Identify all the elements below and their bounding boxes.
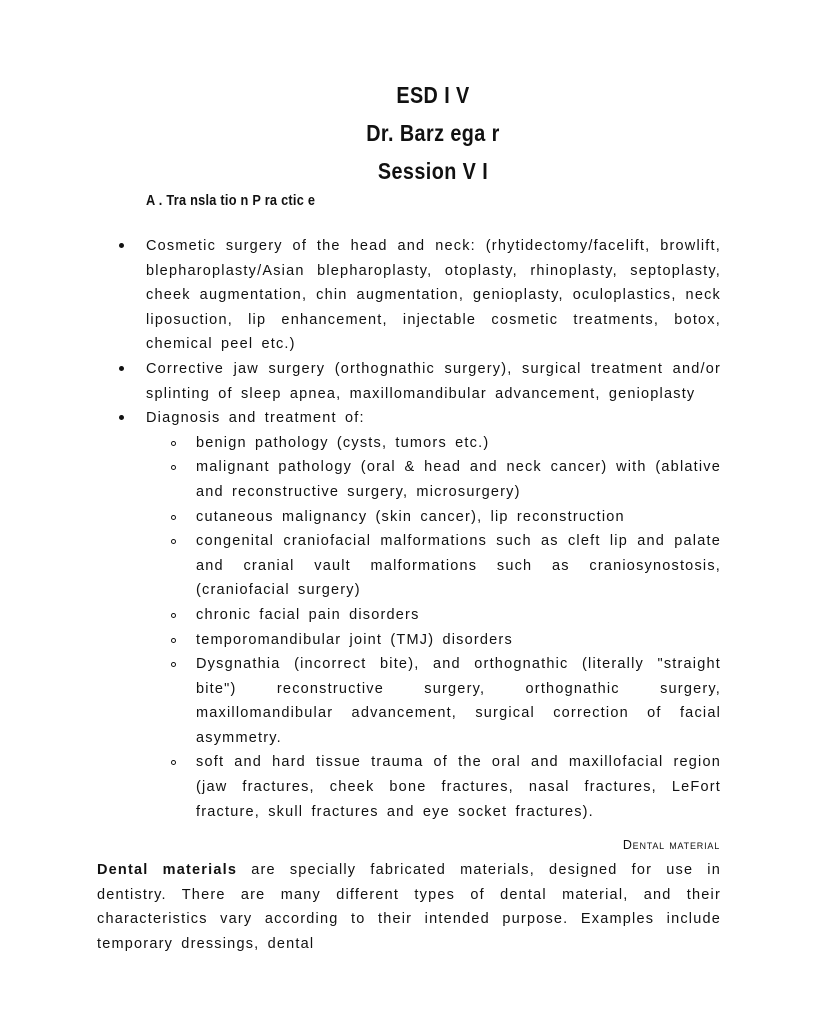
hollow-circle-icon bbox=[171, 539, 176, 544]
bullet-dot-icon bbox=[119, 243, 124, 248]
session-title: Session V I bbox=[377, 158, 489, 184]
sub-item bbox=[146, 455, 721, 504]
bullet-text: Cosmetic surgery of the head and neck: (rhytidectomy/facelift, browlift, blepharoplasty/Asian blepharoplasty, otoplasty, rhinoplasty, septoplasty, cheek augmentation, chin augmentation, genioplasty, oculoplastics, neck liposuction, lip enhancement, injectable cosmetic treatments, botox, chemical peel etc.) bbox=[146, 238, 721, 353]
sub-item-text: benign pathology (cysts, tumors etc.) bbox=[196, 434, 490, 451]
sub-item-text: cutaneous malignancy (skin cancer), lip reconstruction bbox=[196, 508, 625, 525]
bullet-item bbox=[97, 234, 721, 357]
hollow-circle-icon bbox=[171, 515, 176, 520]
hollow-circle-icon bbox=[171, 613, 176, 618]
bullet-dot-icon bbox=[119, 415, 124, 420]
sub-item bbox=[146, 628, 721, 653]
sub-item-text: congenital craniofacial malformations such as cleft lip and palate and cranial vault malformations such as craniosynostosis, (craniofacial surgery) bbox=[196, 533, 721, 599]
sub-item-text: chronic facial pain disorders bbox=[196, 606, 420, 623]
sub-item-text: soft and hard tissue trauma of the oral and maxillofacial region (jaw fractures, cheek bone fractures, nasal fractures, LeFort fracture, skull fractures and eye socket fractures). bbox=[196, 754, 721, 820]
dental-material-paragraph bbox=[97, 858, 721, 956]
bullet-text: Corrective jaw surgery (orthognathic surgery), surgical treatment and/or splinting of sleep apnea, maxillomandibular advancement, genioplasty bbox=[146, 360, 721, 402]
hollow-circle-icon bbox=[171, 441, 176, 446]
sub-list bbox=[146, 431, 721, 825]
sub-item bbox=[146, 529, 721, 603]
hollow-circle-icon bbox=[171, 465, 176, 470]
instructor-name: Dr. Barz ega r bbox=[366, 120, 500, 146]
hollow-circle-icon bbox=[171, 662, 176, 667]
bullet-item bbox=[97, 406, 721, 824]
sub-item bbox=[146, 431, 721, 456]
sub-item bbox=[146, 505, 721, 530]
sub-item-text: malignant pathology (oral & head and neck cancer) with (ablative and reconstructive surgery, microsurgery) bbox=[196, 459, 721, 500]
bullet-item bbox=[97, 357, 721, 406]
sub-item bbox=[146, 750, 721, 824]
dental-material-heading: Dental material bbox=[622, 838, 720, 852]
paragraph-text: are specially fabricated materials, designed for use in dentistry. There are many different types of dental material, and their characteristics vary according to their intended purpose. Examples include temporary dressings, dental bbox=[97, 862, 721, 952]
lead-term: Dental materials bbox=[97, 862, 238, 878]
sub-item-text: Dysgnathia (incorrect bite), and orthognathic (literally "straight bite") reconstructive surgery, orthognathic surgery, maxillomandibular advancement, surgical correction of facial asymmetry. bbox=[196, 656, 721, 746]
sub-item bbox=[146, 603, 721, 628]
sub-item-text: temporomandibular joint (TMJ) disorders bbox=[196, 631, 513, 648]
course-title: ESD I V bbox=[396, 82, 470, 108]
hollow-circle-icon bbox=[171, 638, 176, 643]
sub-item bbox=[146, 652, 721, 750]
bullet-text: Diagnosis and treatment of: bbox=[146, 410, 365, 427]
bullet-dot-icon bbox=[119, 366, 124, 371]
title-block bbox=[0, 76, 816, 190]
section-heading: A . Tra nsla tio n P ra ctic e bbox=[146, 192, 316, 209]
hollow-circle-icon bbox=[171, 760, 176, 765]
bullet-list bbox=[97, 234, 721, 824]
